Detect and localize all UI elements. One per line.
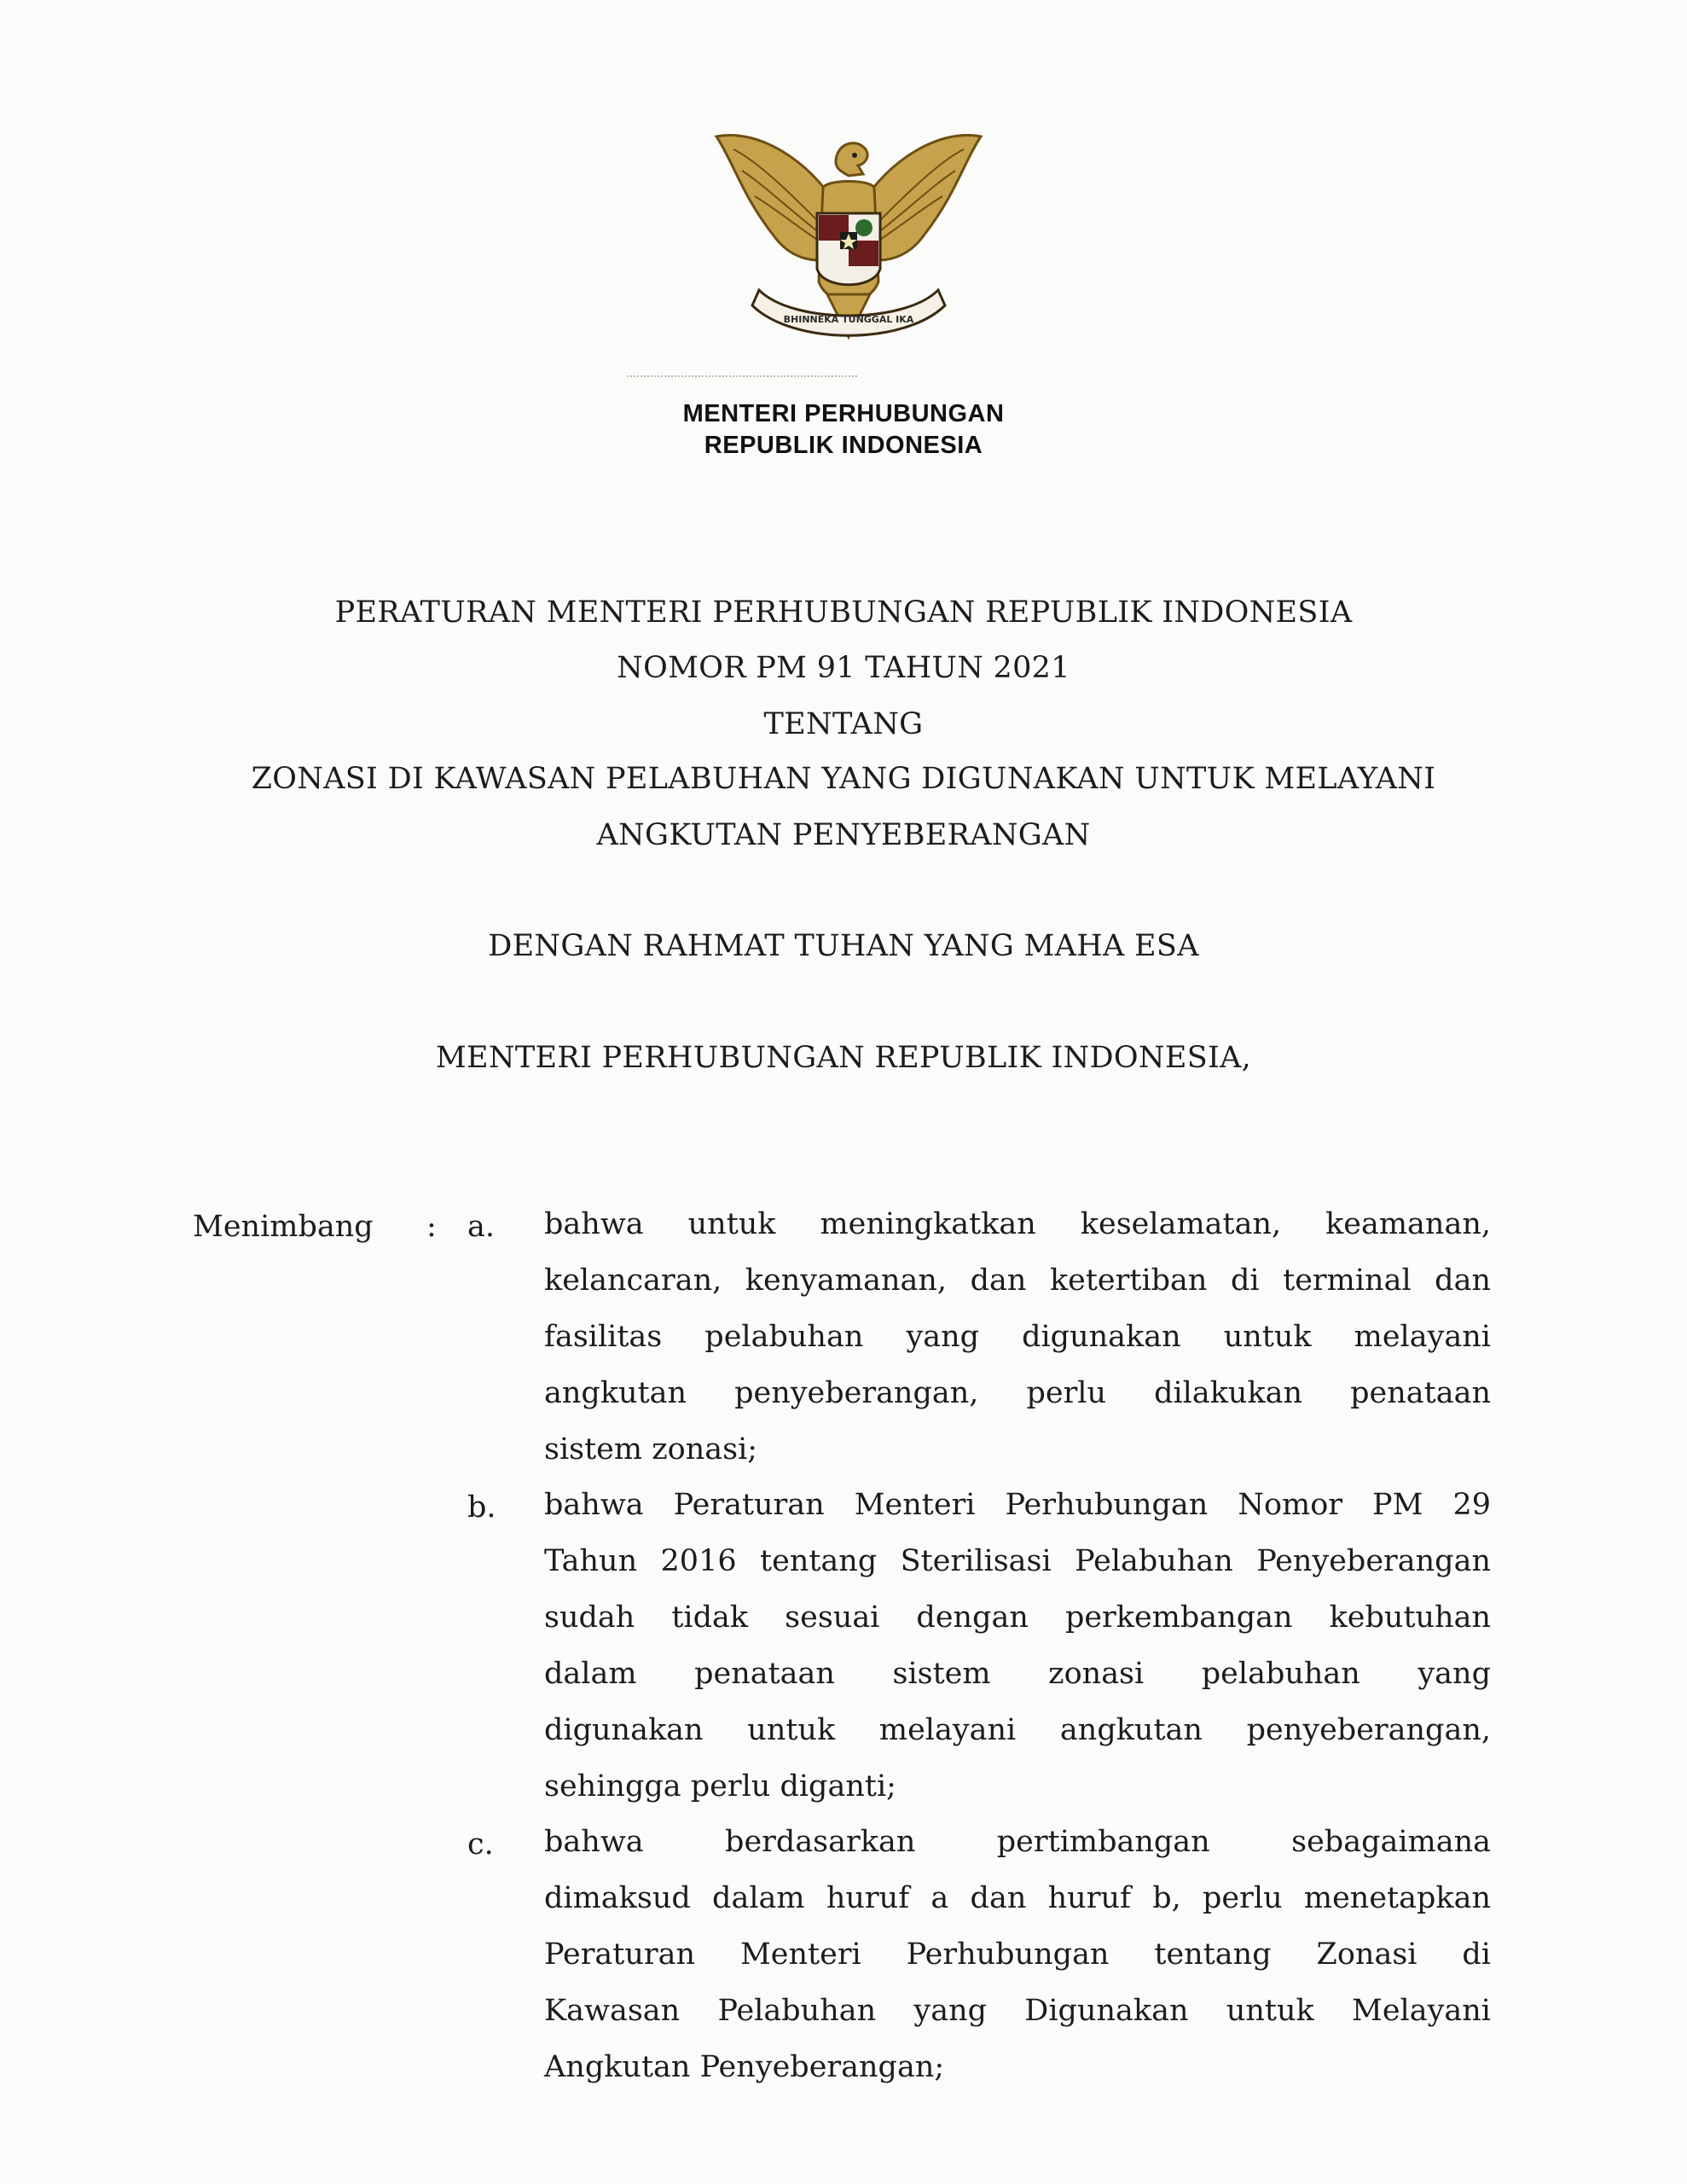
ministry-name-line2: REPUBLIK INDONESIA bbox=[704, 432, 983, 459]
emblem-motto: BHINNEKA TUNGGAL IKA bbox=[783, 314, 914, 325]
text-line: kelancaran, kenyamanan, dan ketertiban di terminal dan bbox=[544, 1263, 1491, 1298]
garuda-emblem-icon bbox=[708, 111, 989, 375]
text-line: fasilitas pelabuhan yang digunakan untuk melayani bbox=[544, 1320, 1491, 1354]
text-line: Peraturan Menteri Perhubungan tentang Zonasi di bbox=[544, 1937, 1491, 1972]
considerations-label: Menimbang bbox=[193, 1210, 374, 1244]
text-line: digunakan untuk melayani angkutan penyeberangan, bbox=[544, 1713, 1491, 1747]
text-line: dimaksud dalam huruf a dan huruf b, perlu menetapkan bbox=[544, 1881, 1491, 1915]
item-letter: b. bbox=[467, 1490, 496, 1525]
item-letter: c. bbox=[467, 1827, 494, 1862]
text-line: bahwa berdasarkan pertimbangan sebagaimana bbox=[544, 1825, 1491, 1859]
text-line: Kawasan Pelabuhan yang Digunakan untuk Melayani bbox=[544, 1994, 1491, 2028]
invocation: DENGAN RAHMAT TUHAN YANG MAHA ESA bbox=[488, 929, 1199, 963]
emblem-divider bbox=[627, 375, 857, 377]
ministry-name-line1: MENTERI PERHUBUNGAN bbox=[682, 400, 1005, 427]
text-line: sudah tidak sesuai dengan perkembangan kebutuhan bbox=[544, 1600, 1491, 1635]
consideration-item-b bbox=[544, 1477, 1491, 1815]
regulation-title-line1: PERATURAN MENTERI PERHUBUNGAN REPUBLIK INDONESIA bbox=[334, 595, 1353, 630]
regulation-number: NOMOR PM 91 TAHUN 2021 bbox=[617, 651, 1070, 685]
regulation-subject-line1: ZONASI DI KAWASAN PELABUHAN YANG DIGUNAKAN UNTUK MELAYANI bbox=[251, 762, 1436, 796]
regulation-subject-line2: ANGKUTAN PENYEBERANGAN bbox=[596, 818, 1091, 852]
regulation-about: TENTANG bbox=[763, 707, 924, 741]
text-line: angkutan penyeberangan, perlu dilakukan penataan bbox=[544, 1376, 1491, 1410]
item-letter: a. bbox=[467, 1210, 495, 1244]
consideration-item-a bbox=[544, 1196, 1491, 1478]
consideration-item-c bbox=[544, 1814, 1491, 2095]
text-line: Angkutan Penyeberangan; bbox=[544, 2050, 945, 2084]
text-line: sehingga perlu diganti; bbox=[544, 1769, 896, 1804]
text-line: sistem zonasi; bbox=[544, 1432, 758, 1467]
text-line: bahwa Peraturan Menteri Perhubungan Nomor PM 29 bbox=[544, 1488, 1491, 1522]
text-line: bahwa untuk meningkatkan keselamatan, keamanan, bbox=[544, 1207, 1491, 1241]
considerations-colon: : bbox=[426, 1210, 437, 1244]
issuer: MENTERI PERHUBUNGAN REPUBLIK INDONESIA, bbox=[435, 1041, 1252, 1075]
text-line: dalam penataan sistem zonasi pelabuhan yang bbox=[544, 1657, 1491, 1691]
text-line: Tahun 2016 tentang Sterilisasi Pelabuhan Penyeberangan bbox=[544, 1544, 1491, 1578]
